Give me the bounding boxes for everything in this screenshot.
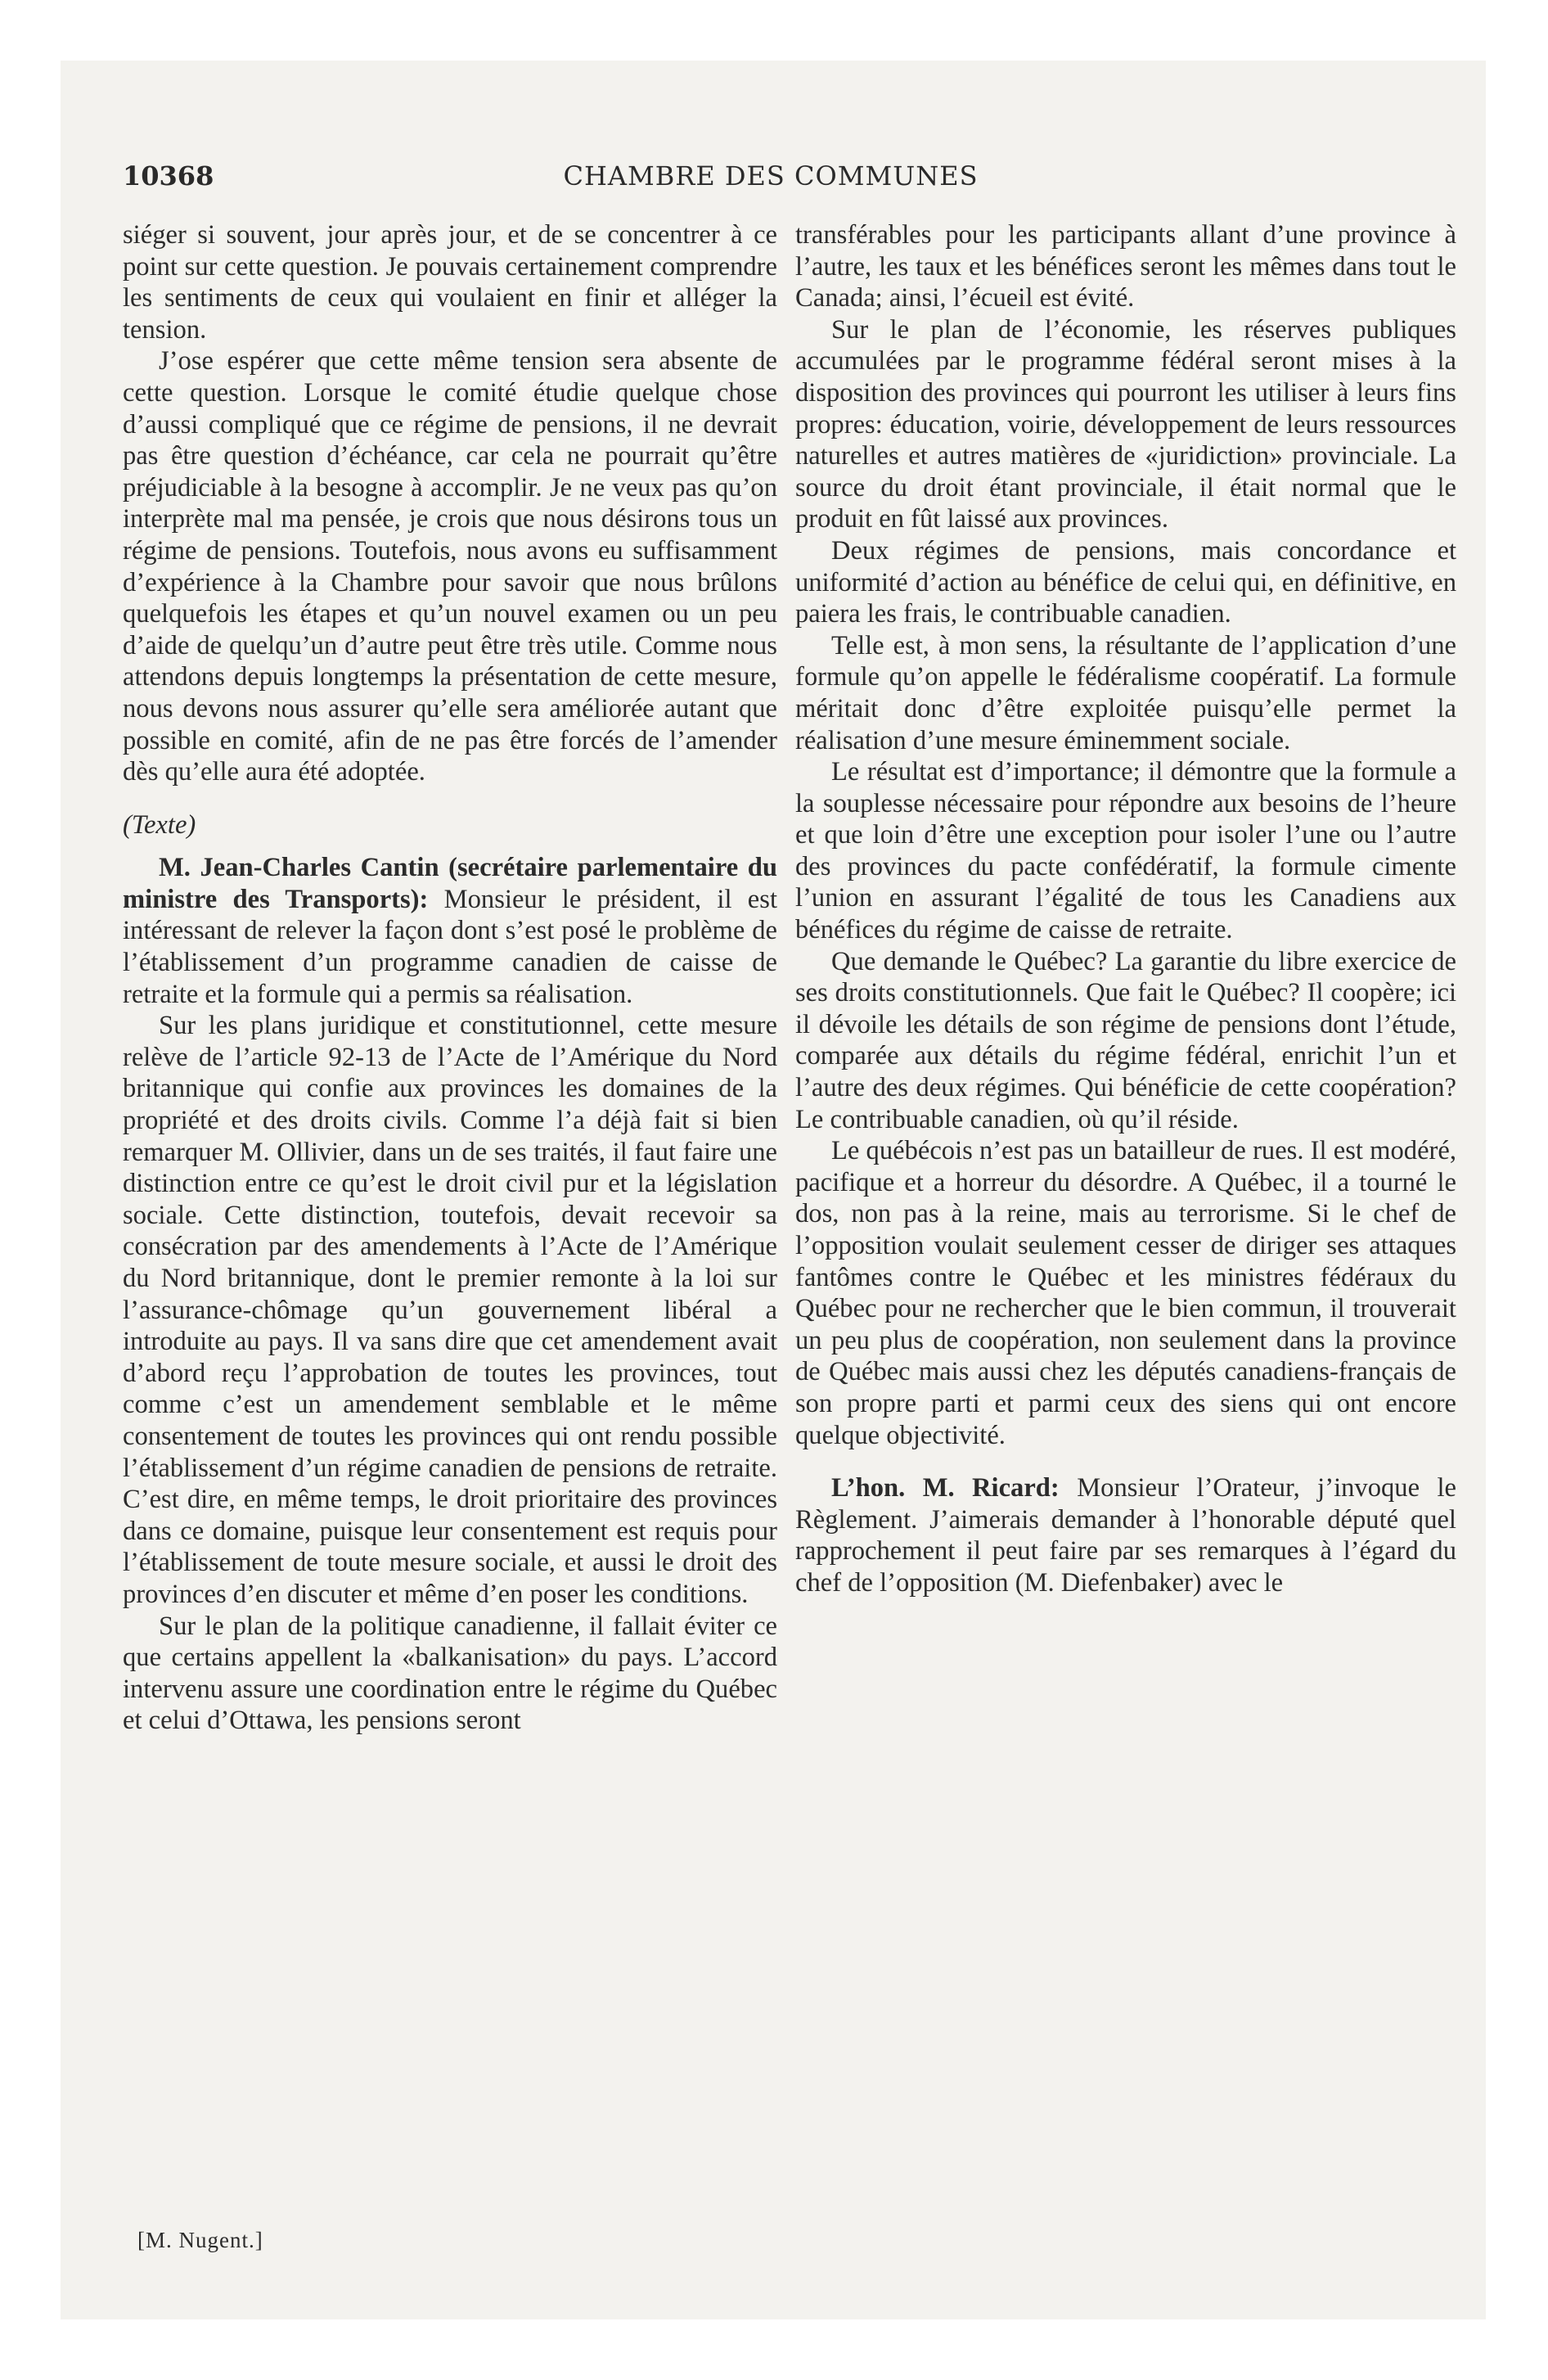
paragraph: J’ose espérer que cette même tension sera absente de cette question. Lorsque le comité étudie quelque chose d’aussi compliqué que ce régime de pensions, il ne devrait pas être question d’échéance, car cela ne pourrait qu’être préjudiciable à la besogne à accomplir. Je ne veux pas qu’on interprète mal ma pensée, je crois que nous désirons tous un régime de pensions. Toutefois, nous avons eu suffisamment d’expérience à la Chambre pour savoir que nous brûlons quelquefois les étapes et qu’un nouvel examen ou un peu d’aide de quelqu’un d’autre peut être très utile. Comme nous attendons depuis longtemps la présentation de cette mesure, nous devons nous assurer qu’elle sera améliorée autant que possible en comité, afin de ne pas être forcés de l’amender dès qu’elle aura été adoptée.: [123, 346, 777, 787]
left-column: [123, 219, 777, 1737]
paragraph: Le résultat est d’importance; il démontre que la formule a la souplesse nécessaire pour répondre aux besoins de l’heure et que loin d’être une exception pour isoler l’une ou l’autre des provinces du pacte confédératif, la formule cimente l’union en assurant l’égalité de tous les Canadiens aux bénéfices du régime de caisse de retraite.: [795, 757, 1456, 945]
footer-speaker-tag: [M. Nugent.]: [137, 2228, 263, 2252]
paragraph: transférables pour les participants allant d’une province à l’autre, les taux et les bénéfices seront les mêmes dans tout le Canada; ainsi, l’écueil est évité.: [795, 220, 1456, 313]
right-column: [795, 219, 1456, 1599]
running-title: CHAMBRE DES COMMUNES: [563, 160, 979, 192]
paragraph: Sur les plans juridique et constitutionnel, cette mesure relève de l’article 92-13 de l’Acte de l’Amérique du Nord britannique qui confie aux provinces les domaines de la propriété et des droits civils. Comme l’a déjà fait si bien remarquer M. Ollivier, dans un de ses traités, il faut faire une distinction entre ce qu’est le droit civil pur et la législation sociale. Cette distinction, toutefois, devait recevoir sa consécration par des amendements à l’Acte de l’Amérique du Nord britannique, dont le premier remonte à la loi sur l’assurance-chômage qu’un gouvernement libéral a introduite au pays. Il va sans dire que cet amendement avait d’abord reçu l’approbation de toutes les provinces, tout comme c’est un amendement semblable et le même consentement de toutes les provinces qui ont rendu possible l’établissement d’un régime canadien de pensions de retraite. C’est dire, en même temps, le droit prioritaire des provinces dans ce domaine, puisque leur consentement est requis pour l’établissement de toute mesure sociale, et aussi le droit des provinces d’en discuter et même d’en poser les conditions.: [123, 1011, 777, 1609]
paragraph: Que demande le Québec? La garantie du libre exercice de ses droits constitutionnels. Que fait le Québec? Il coopère; ici il dévoile les détails de son régime de pensions dont l’étude, comparée aux détails du régime fédéral, enrichit l’un et l’autre des deux régimes. Qui bénéficie de cette coopération? Le contribuable canadien, où qu’il réside.: [795, 946, 1456, 1134]
page-number: 10368: [123, 160, 214, 192]
paragraph: Le québécois n’est pas un batailleur de rues. Il est modéré, pacifique et a horreur du désordre. A Québec, il a tourné le dos, non pas à la reine, mais au terrorisme. Si le chef de l’opposition voulait seulement cesser de diriger ses attaques fantômes contre le Québec et les ministres fédéraux du Québec pour ne rechercher que le bien commun, il trouverait un peu plus de coopération, non seulement dans la province de Québec mais aussi chez les députés canadiens-français de son propre parti et parmi ceux des siens qui ont encore quelque objectivité.: [795, 1136, 1456, 1450]
paragraph: Sur le plan de la politique canadienne, il fallait éviter ce que certains appellent la «balkanisation» du pays. L’accord intervenu assure une coordination entre le régime du Québec et celui d’Ottawa, les pensions seront: [123, 1611, 777, 1736]
speaker-name: L’hon. M. Ricard:: [831, 1473, 1060, 1503]
paragraph: Sur le plan de l’économie, les réserves publiques accumulées par le programme fédéral seront mises à la disposition des provinces qui pourront les utiliser à leurs fins propres: éducation, voirie, développement de leurs ressources naturelles et autres matières de «juridiction» provinciale. La source du droit étant provinciale, il était normal que le produit en fût laissé aux provinces.: [795, 314, 1456, 534]
speech-text: Monsieur l’Orateur, j’invoque le Règlement. J’aimerais demander à l’honorable député quel rapprochement il peut faire par ses remarques à l’égard du chef de l’opposition (M. Diefenbaker) avec le: [795, 1473, 1456, 1598]
speech-text: Monsieur le président, il est intéressant de relever la façon dont s’est posé le problème de l’établissement d’un programme canadien de caisse de retraite et la formule qui a permis sa réalisation.: [123, 884, 777, 1009]
speech-ricard: [795, 1472, 1456, 1598]
page-header: [123, 160, 1419, 201]
paragraph: Telle est, à mon sens, la résultante de l’application d’une formule qu’on appelle le fédéralisme coopératif. La formule méritait donc d’être exploitée puisqu’elle permet la réalisation d’une mesure éminemment sociale.: [795, 630, 1456, 755]
paragraph: Deux régimes de pensions, mais concordance et uniformité d’action au bénéfice de celui qui, en définitive, en paiera les frais, le contribuable canadien.: [795, 535, 1456, 629]
speaker-name: M. Jean-Charles Cantin (secrétaire parlementaire du ministre des Transports):: [123, 853, 777, 914]
texte-marker: (Texte): [123, 809, 196, 840]
speech-cantin: [123, 852, 777, 1010]
paragraph: siéger si souvent, jour après jour, et de se concentrer à ce point sur cette question. Je pouvais certainement comprendre les sentiments de ceux qui voulaient en finir et alléger la tension.: [123, 220, 777, 345]
